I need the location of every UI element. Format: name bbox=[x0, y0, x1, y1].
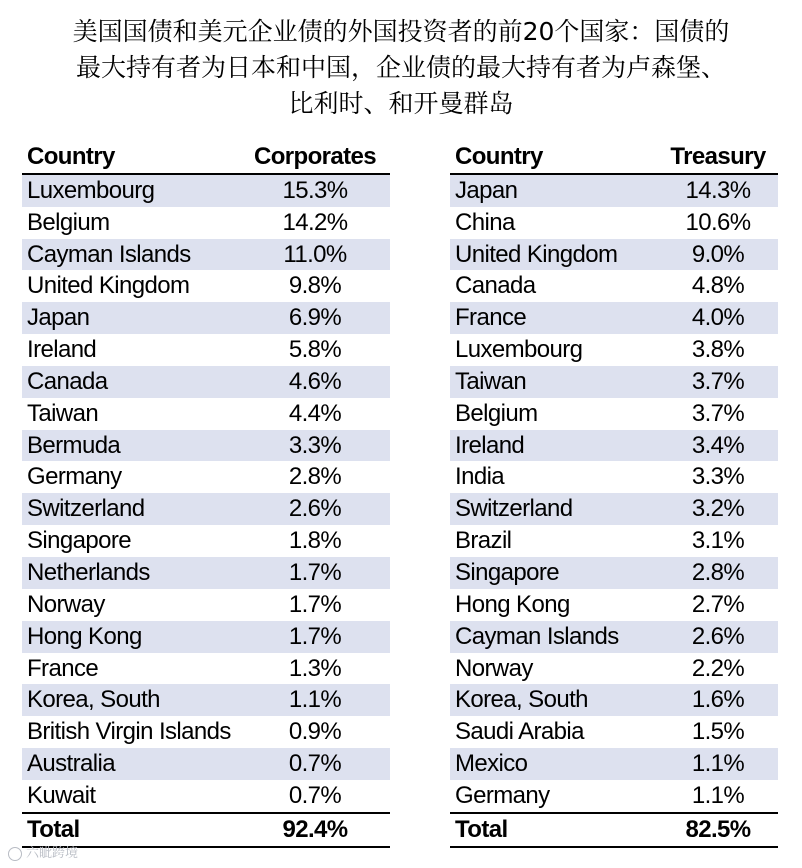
corporates-value-cell: 3.3% bbox=[240, 430, 390, 462]
corporates-country-cell: Canada bbox=[22, 366, 240, 398]
corporates-value-cell: 4.4% bbox=[288, 399, 342, 427]
treasury-country-cell: Singapore bbox=[450, 557, 658, 589]
treasury-value-cell: 9.0% bbox=[658, 239, 778, 271]
corporates-value-cell: 1.7% bbox=[240, 557, 390, 589]
corporates-header-value: Corporates bbox=[240, 141, 390, 174]
treasury-value-cell: 2.8% bbox=[658, 557, 778, 589]
treasury-value-cell: 1.1% bbox=[691, 781, 745, 809]
treasury-country-cell: Germany bbox=[455, 781, 550, 809]
treasury-value-cell: 3.3% bbox=[691, 463, 745, 491]
treasury-country-cell: Norway bbox=[455, 654, 533, 682]
treasury-value-cell: 14.3% bbox=[658, 174, 778, 207]
corporates-row bbox=[22, 780, 390, 813]
corporates-value-cell: 9.8% bbox=[288, 272, 342, 300]
treasury-total-row bbox=[450, 813, 778, 847]
corporates-row bbox=[22, 366, 390, 398]
treasury-value-cell: 10.6% bbox=[685, 208, 751, 236]
corporates-country-cell: Japan bbox=[22, 302, 240, 334]
corporates-value-cell: 15.3% bbox=[240, 174, 390, 207]
treasury-value-cell: 3.7% bbox=[691, 399, 745, 427]
treasury-country-cell: United Kingdom bbox=[450, 239, 658, 271]
corporates-row bbox=[22, 621, 390, 653]
corporates-row bbox=[22, 302, 390, 334]
corporates-header-country: Country bbox=[22, 141, 240, 174]
corporates-value-cell: 6.9% bbox=[240, 302, 390, 334]
treasury-value-cell: 3.8% bbox=[691, 336, 745, 364]
corporates-value-cell: 5.8% bbox=[288, 336, 342, 364]
page-title bbox=[0, 14, 802, 122]
treasury-value-cell: 4.0% bbox=[658, 302, 778, 334]
corporates-country-cell: France bbox=[27, 654, 99, 682]
corporates-row bbox=[22, 589, 390, 621]
corporates-country-cell: United Kingdom bbox=[27, 272, 190, 300]
corporates-row bbox=[22, 525, 390, 557]
treasury-country-cell: Cayman Islands bbox=[450, 621, 658, 653]
corporates-value-cell: 14.2% bbox=[282, 208, 348, 236]
treasury-value-cell: 1.6% bbox=[658, 684, 778, 716]
corporates-value-cell: 1.7% bbox=[288, 590, 342, 618]
corporates-row bbox=[22, 653, 390, 685]
corporates-country-cell: Kuwait bbox=[27, 781, 96, 809]
corporates-value-cell: 1.1% bbox=[240, 684, 390, 716]
corporates-row bbox=[22, 207, 390, 239]
corporates-value-cell: 0.7% bbox=[240, 748, 390, 780]
corporates-row bbox=[22, 174, 390, 207]
treasury-country-cell: Saudi Arabia bbox=[455, 718, 584, 746]
corporates-country-cell: Belgium bbox=[27, 208, 110, 236]
corporates-country-cell: Ireland bbox=[27, 336, 97, 364]
watermark-logo-icon bbox=[8, 847, 22, 861]
corporates-value-cell: 1.7% bbox=[240, 621, 390, 653]
treasury-row bbox=[450, 557, 778, 589]
treasury-row bbox=[450, 174, 778, 207]
corporates-country-cell: Korea, South bbox=[22, 684, 240, 716]
watermark bbox=[8, 842, 78, 861]
corporates-row bbox=[22, 430, 390, 462]
corporates-country-cell: Taiwan bbox=[27, 399, 99, 427]
treasury-country-cell: Belgium bbox=[455, 399, 538, 427]
treasury-row bbox=[450, 780, 778, 813]
corporates-total-value: 92.4% bbox=[240, 813, 390, 847]
treasury-country-cell: Hong Kong bbox=[455, 590, 570, 618]
treasury-row bbox=[450, 239, 778, 271]
treasury-row bbox=[450, 748, 778, 780]
title-line-2: 最大持有者为日本和中国，企业债的最大持有者为卢森堡、 bbox=[75, 53, 726, 82]
corporates-row bbox=[22, 461, 390, 493]
treasury-value-cell: 3.1% bbox=[691, 527, 745, 555]
treasury-row bbox=[450, 207, 778, 239]
treasury-row bbox=[450, 493, 778, 525]
corporates-header-row bbox=[22, 141, 390, 174]
treasury-value-cell: 2.2% bbox=[691, 654, 745, 682]
title-line-1: 美国国债和美元企业债的外国投资者的前20个国家：国债的 bbox=[72, 17, 730, 46]
treasury-country-cell: France bbox=[450, 302, 658, 334]
corporates-row bbox=[22, 716, 390, 748]
treasury-row bbox=[450, 621, 778, 653]
treasury-row bbox=[450, 589, 778, 621]
corporates-value-cell: 4.6% bbox=[240, 366, 390, 398]
treasury-row bbox=[450, 334, 778, 366]
treasury-value-cell: 3.2% bbox=[658, 493, 778, 525]
treasury-table bbox=[450, 141, 778, 848]
treasury-country-cell: Korea, South bbox=[450, 684, 658, 716]
treasury-country-cell: Brazil bbox=[455, 527, 512, 555]
corporates-country-cell: Bermuda bbox=[22, 430, 240, 462]
corporates-value-cell: 11.0% bbox=[240, 239, 390, 271]
corporates-country-cell: Hong Kong bbox=[22, 621, 240, 653]
treasury-row bbox=[450, 270, 778, 302]
treasury-header-value: Treasury bbox=[658, 141, 778, 174]
treasury-row bbox=[450, 525, 778, 557]
corporates-row bbox=[22, 239, 390, 271]
corporates-row bbox=[22, 493, 390, 525]
corporates-row bbox=[22, 748, 390, 780]
watermark-text: 六眦跨境 bbox=[26, 846, 79, 861]
corporates-row bbox=[22, 334, 390, 366]
treasury-row bbox=[450, 302, 778, 334]
corporates-table bbox=[22, 141, 390, 848]
corporates-country-cell: Australia bbox=[22, 748, 240, 780]
treasury-value-cell: 3.7% bbox=[658, 366, 778, 398]
treasury-country-cell: Canada bbox=[455, 272, 536, 300]
corporates-value-cell: 2.6% bbox=[240, 493, 390, 525]
corporates-table-body bbox=[22, 174, 390, 813]
treasury-row bbox=[450, 684, 778, 716]
treasury-country-cell: Luxembourg bbox=[455, 336, 583, 364]
treasury-header-country: Country bbox=[450, 141, 658, 174]
corporates-country-cell: Netherlands bbox=[22, 557, 240, 589]
treasury-country-cell: Mexico bbox=[450, 748, 658, 780]
treasury-value-cell: 1.5% bbox=[691, 718, 745, 746]
treasury-country-cell: Taiwan bbox=[450, 366, 658, 398]
corporates-total-label: Total bbox=[22, 813, 240, 847]
corporates-country-cell: Germany bbox=[27, 463, 122, 491]
treasury-value-cell: 2.7% bbox=[691, 590, 745, 618]
treasury-total-value: 82.5% bbox=[658, 813, 778, 847]
treasury-total-label: Total bbox=[450, 813, 658, 847]
treasury-value-cell: 1.1% bbox=[658, 748, 778, 780]
treasury-country-cell: Switzerland bbox=[450, 493, 658, 525]
corporates-country-cell: Singapore bbox=[27, 527, 132, 555]
corporates-row bbox=[22, 557, 390, 589]
treasury-table-body bbox=[450, 174, 778, 813]
treasury-row bbox=[450, 430, 778, 462]
corporates-row bbox=[22, 398, 390, 430]
corporates-country-cell: Norway bbox=[27, 590, 105, 618]
treasury-value-cell: 4.8% bbox=[691, 272, 745, 300]
corporates-value-cell: 0.7% bbox=[288, 781, 342, 809]
treasury-row bbox=[450, 366, 778, 398]
corporates-value-cell: 1.3% bbox=[288, 654, 342, 682]
corporates-row bbox=[22, 684, 390, 716]
corporates-country-cell: Luxembourg bbox=[22, 174, 240, 207]
treasury-country-cell: India bbox=[455, 463, 505, 491]
treasury-country-cell: Japan bbox=[450, 174, 658, 207]
corporates-value-cell: 0.9% bbox=[288, 718, 342, 746]
treasury-row bbox=[450, 461, 778, 493]
treasury-header-row bbox=[450, 141, 778, 174]
treasury-value-cell: 3.4% bbox=[658, 430, 778, 462]
title-line-3: 比利时、和开曼群岛 bbox=[288, 89, 514, 118]
corporates-country-cell: British Virgin Islands bbox=[27, 718, 231, 746]
corporates-country-cell: Switzerland bbox=[22, 493, 240, 525]
corporates-country-cell: Cayman Islands bbox=[22, 239, 240, 271]
treasury-value-cell: 2.6% bbox=[658, 621, 778, 653]
treasury-row bbox=[450, 716, 778, 748]
treasury-country-cell: China bbox=[455, 208, 515, 236]
corporates-row bbox=[22, 270, 390, 302]
corporates-value-cell: 2.8% bbox=[288, 463, 342, 491]
treasury-row bbox=[450, 398, 778, 430]
treasury-row bbox=[450, 653, 778, 685]
treasury-country-cell: Ireland bbox=[450, 430, 658, 462]
corporates-value-cell: 1.8% bbox=[288, 527, 342, 555]
